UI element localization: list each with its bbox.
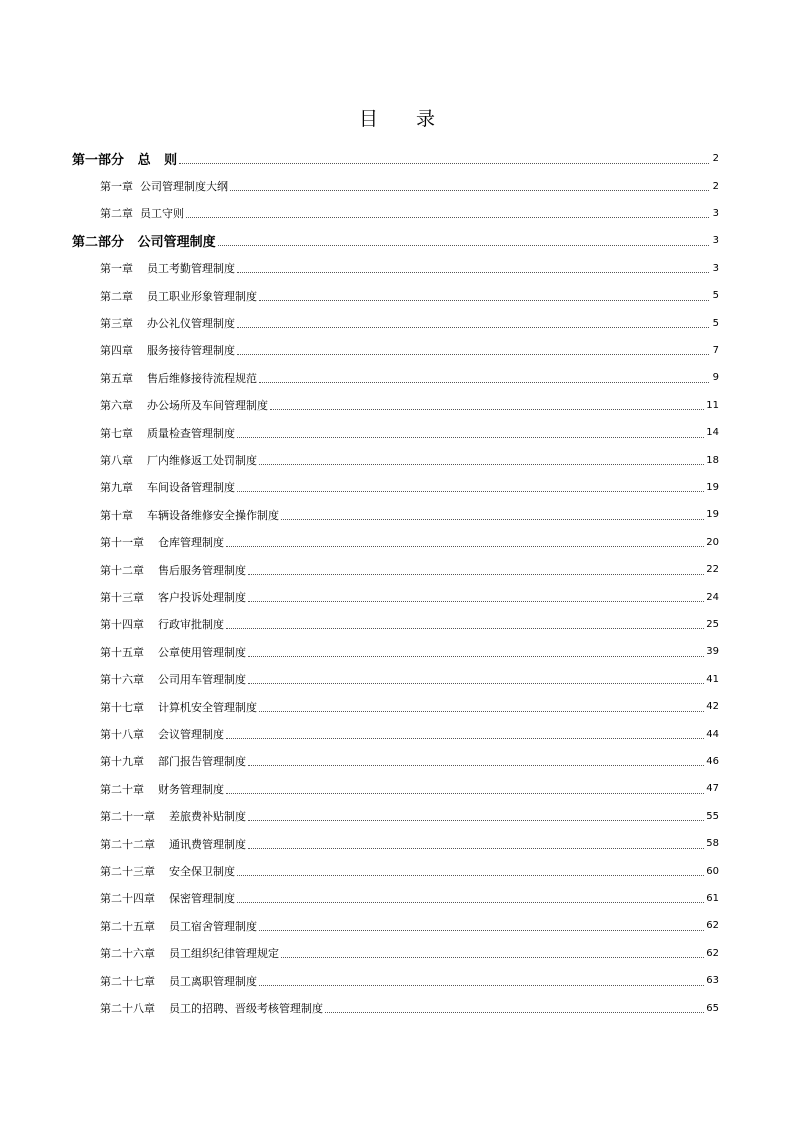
toc-chapter-entry[interactable] (100, 940, 719, 967)
toc-page-number: 25 (706, 618, 719, 630)
toc-chapter-entry[interactable] (100, 556, 719, 583)
toc-entry-label: 第二章 员工职业形象管理制度 (100, 289, 257, 303)
dot-leader (325, 1011, 704, 1013)
toc-chapter-entry[interactable] (100, 967, 719, 994)
toc-entry-label: 第十章 车辆设备维修安全操作制度 (100, 508, 279, 522)
toc-chapter-entry[interactable] (100, 775, 719, 802)
dot-leader (259, 299, 709, 301)
dot-leader (248, 655, 704, 657)
toc-chapter-entry[interactable] (100, 830, 719, 857)
title-char-1: 目 (358, 108, 378, 130)
title-char-2: 录 (416, 108, 436, 130)
toc-part-entry[interactable] (72, 145, 719, 172)
toc-entry-label: 第四章 服务接待管理制度 (100, 344, 235, 358)
toc-page-number: 7 (712, 344, 719, 356)
toc-chapter-entry[interactable] (100, 172, 719, 199)
dot-leader (237, 874, 704, 876)
toc-entry-label: 第一章 员工考勤管理制度 (100, 262, 235, 276)
dot-leader (259, 381, 709, 383)
toc-chapter-entry[interactable] (100, 666, 719, 693)
toc-chapter-entry[interactable] (100, 885, 719, 912)
toc-page-number: 47 (706, 783, 719, 795)
toc-page-number: 62 (706, 947, 719, 959)
toc-page-number: 61 (706, 892, 719, 904)
toc-part-entry[interactable] (72, 227, 719, 254)
toc-chapter-entry[interactable] (100, 803, 719, 830)
toc-entry-label: 第十三章 客户投诉处理制度 (100, 591, 246, 605)
toc-entry-label: 第八章 厂内维修返工处罚制度 (100, 454, 257, 468)
toc-entry-label: 第十九章 部门报告管理制度 (100, 755, 246, 769)
dot-leader (237, 490, 704, 492)
toc-entry-label: 第二部分 公司管理制度 (72, 235, 216, 251)
toc-entry-label: 第二十六章 员工组织纪律管理规定 (100, 947, 279, 961)
toc-page-number: 3 (712, 262, 719, 274)
toc-page-number: 14 (706, 427, 719, 439)
dot-leader (270, 408, 704, 410)
page-title (0, 104, 794, 131)
toc-page-number: 62 (706, 920, 719, 932)
toc-chapter-entry[interactable] (100, 994, 719, 1021)
toc-page-number: 19 (706, 481, 719, 493)
toc-page-number: 19 (706, 509, 719, 521)
toc-entry-label: 第十二章 售后服务管理制度 (100, 563, 246, 577)
toc-chapter-entry[interactable] (100, 446, 719, 473)
toc-page-number: 5 (712, 290, 719, 302)
toc-page-number: 58 (706, 838, 719, 850)
dot-leader (281, 518, 704, 520)
toc-entry-label: 第十七章 计算机安全管理制度 (100, 700, 257, 714)
dot-leader (179, 162, 709, 164)
toc-page-number: 22 (706, 564, 719, 576)
toc-entry-label: 第三章 办公礼仪管理制度 (100, 317, 235, 331)
toc-entry-label: 第二十四章 保密管理制度 (100, 892, 235, 906)
toc-chapter-entry[interactable] (100, 748, 719, 775)
toc-page-number: 3 (712, 207, 719, 219)
toc-chapter-entry[interactable] (100, 419, 719, 446)
toc-page-number: 24 (706, 591, 719, 603)
toc-page-number: 18 (706, 454, 719, 466)
toc-page-number: 39 (706, 646, 719, 658)
dot-leader (226, 792, 704, 794)
toc-page-number: 44 (706, 728, 719, 740)
dot-leader (259, 984, 704, 986)
dot-leader (237, 901, 704, 903)
toc-chapter-entry[interactable] (100, 200, 719, 227)
toc-chapter-entry[interactable] (100, 337, 719, 364)
toc-page-number: 65 (706, 1002, 719, 1014)
toc-entry-label: 第二十五章 员工宿舍管理制度 (100, 919, 257, 933)
toc-entry-label: 第二十三章 安全保卫制度 (100, 865, 235, 879)
toc-entry-label: 第二十章 财务管理制度 (100, 782, 224, 796)
toc-chapter-entry[interactable] (100, 611, 719, 638)
dot-leader (226, 627, 704, 629)
toc-page-number: 9 (712, 372, 719, 384)
dot-leader (237, 271, 709, 273)
dot-leader (248, 573, 704, 575)
dot-leader (248, 682, 704, 684)
dot-leader (186, 216, 709, 218)
dot-leader (226, 737, 704, 739)
toc-chapter-entry[interactable] (100, 364, 719, 391)
toc-chapter-entry[interactable] (100, 529, 719, 556)
dot-leader (248, 847, 704, 849)
toc-page-number: 20 (706, 536, 719, 548)
dot-leader (259, 463, 704, 465)
toc-page-number: 2 (712, 153, 719, 165)
dot-leader (248, 764, 704, 766)
toc-page-number: 11 (706, 399, 719, 411)
dot-leader (218, 244, 709, 246)
toc-entry-label: 第六章 办公场所及车间管理制度 (100, 399, 268, 413)
toc-chapter-entry[interactable] (100, 720, 719, 747)
toc-chapter-entry[interactable] (100, 912, 719, 939)
toc-entry-label: 第七章 质量检查管理制度 (100, 426, 235, 440)
dot-leader (259, 710, 704, 712)
toc-page-number: 42 (706, 701, 719, 713)
toc-entry-label: 第二十二章 通讯费管理制度 (100, 837, 246, 851)
toc-page-number: 41 (706, 673, 719, 685)
dot-leader (259, 929, 704, 931)
toc-chapter-entry[interactable] (100, 474, 719, 501)
dot-leader (237, 353, 709, 355)
toc-entry-label: 第十五章 公章使用管理制度 (100, 645, 246, 659)
toc-entry-label: 第二十八章 员工的招聘、晋级考核管理制度 (100, 1002, 323, 1016)
toc-page-number: 46 (706, 755, 719, 767)
dot-leader (281, 956, 704, 958)
toc-entry-label: 第二章 员工守则 (100, 207, 184, 221)
toc-entry-label: 第五章 售后维修接待流程规范 (100, 371, 257, 385)
dot-leader (248, 600, 704, 602)
toc-chapter-entry[interactable] (100, 857, 719, 884)
toc-page-number: 55 (706, 810, 719, 822)
toc-page-number: 2 (712, 180, 719, 192)
toc-entry-label: 第一部分 总 则 (72, 153, 178, 169)
toc-chapter-entry[interactable] (100, 309, 719, 336)
toc-entry-label: 第十六章 公司用车管理制度 (100, 673, 246, 687)
toc-chapter-entry[interactable] (100, 392, 719, 419)
toc-chapter-entry[interactable] (100, 282, 719, 309)
toc-chapter-entry[interactable] (100, 693, 719, 720)
toc-entry-label: 第二十七章 员工离职管理制度 (100, 974, 257, 988)
toc-entry-label: 第一章 公司管理制度大纲 (100, 180, 228, 194)
toc-entry-label: 第二十一章 差旅费补贴制度 (100, 810, 246, 824)
dot-leader (248, 819, 704, 821)
dot-leader (226, 545, 704, 547)
toc-entry-label: 第九章 车间设备管理制度 (100, 481, 235, 495)
toc-page-number: 60 (706, 865, 719, 877)
toc-chapter-entry[interactable] (100, 255, 719, 282)
toc-chapter-entry[interactable] (100, 638, 719, 665)
dot-leader (237, 436, 704, 438)
toc-entry-label: 第十四章 行政审批制度 (100, 618, 224, 632)
toc-entry-label: 第十一章 仓库管理制度 (100, 536, 224, 550)
toc-chapter-entry[interactable] (100, 501, 719, 528)
toc-page-number: 63 (706, 975, 719, 987)
dot-leader (230, 189, 709, 191)
dot-leader (237, 326, 709, 328)
toc-page-number: 5 (712, 317, 719, 329)
toc-entry-label: 第十八章 会议管理制度 (100, 728, 224, 742)
toc-page-number: 3 (712, 235, 719, 247)
toc-chapter-entry[interactable] (100, 583, 719, 610)
